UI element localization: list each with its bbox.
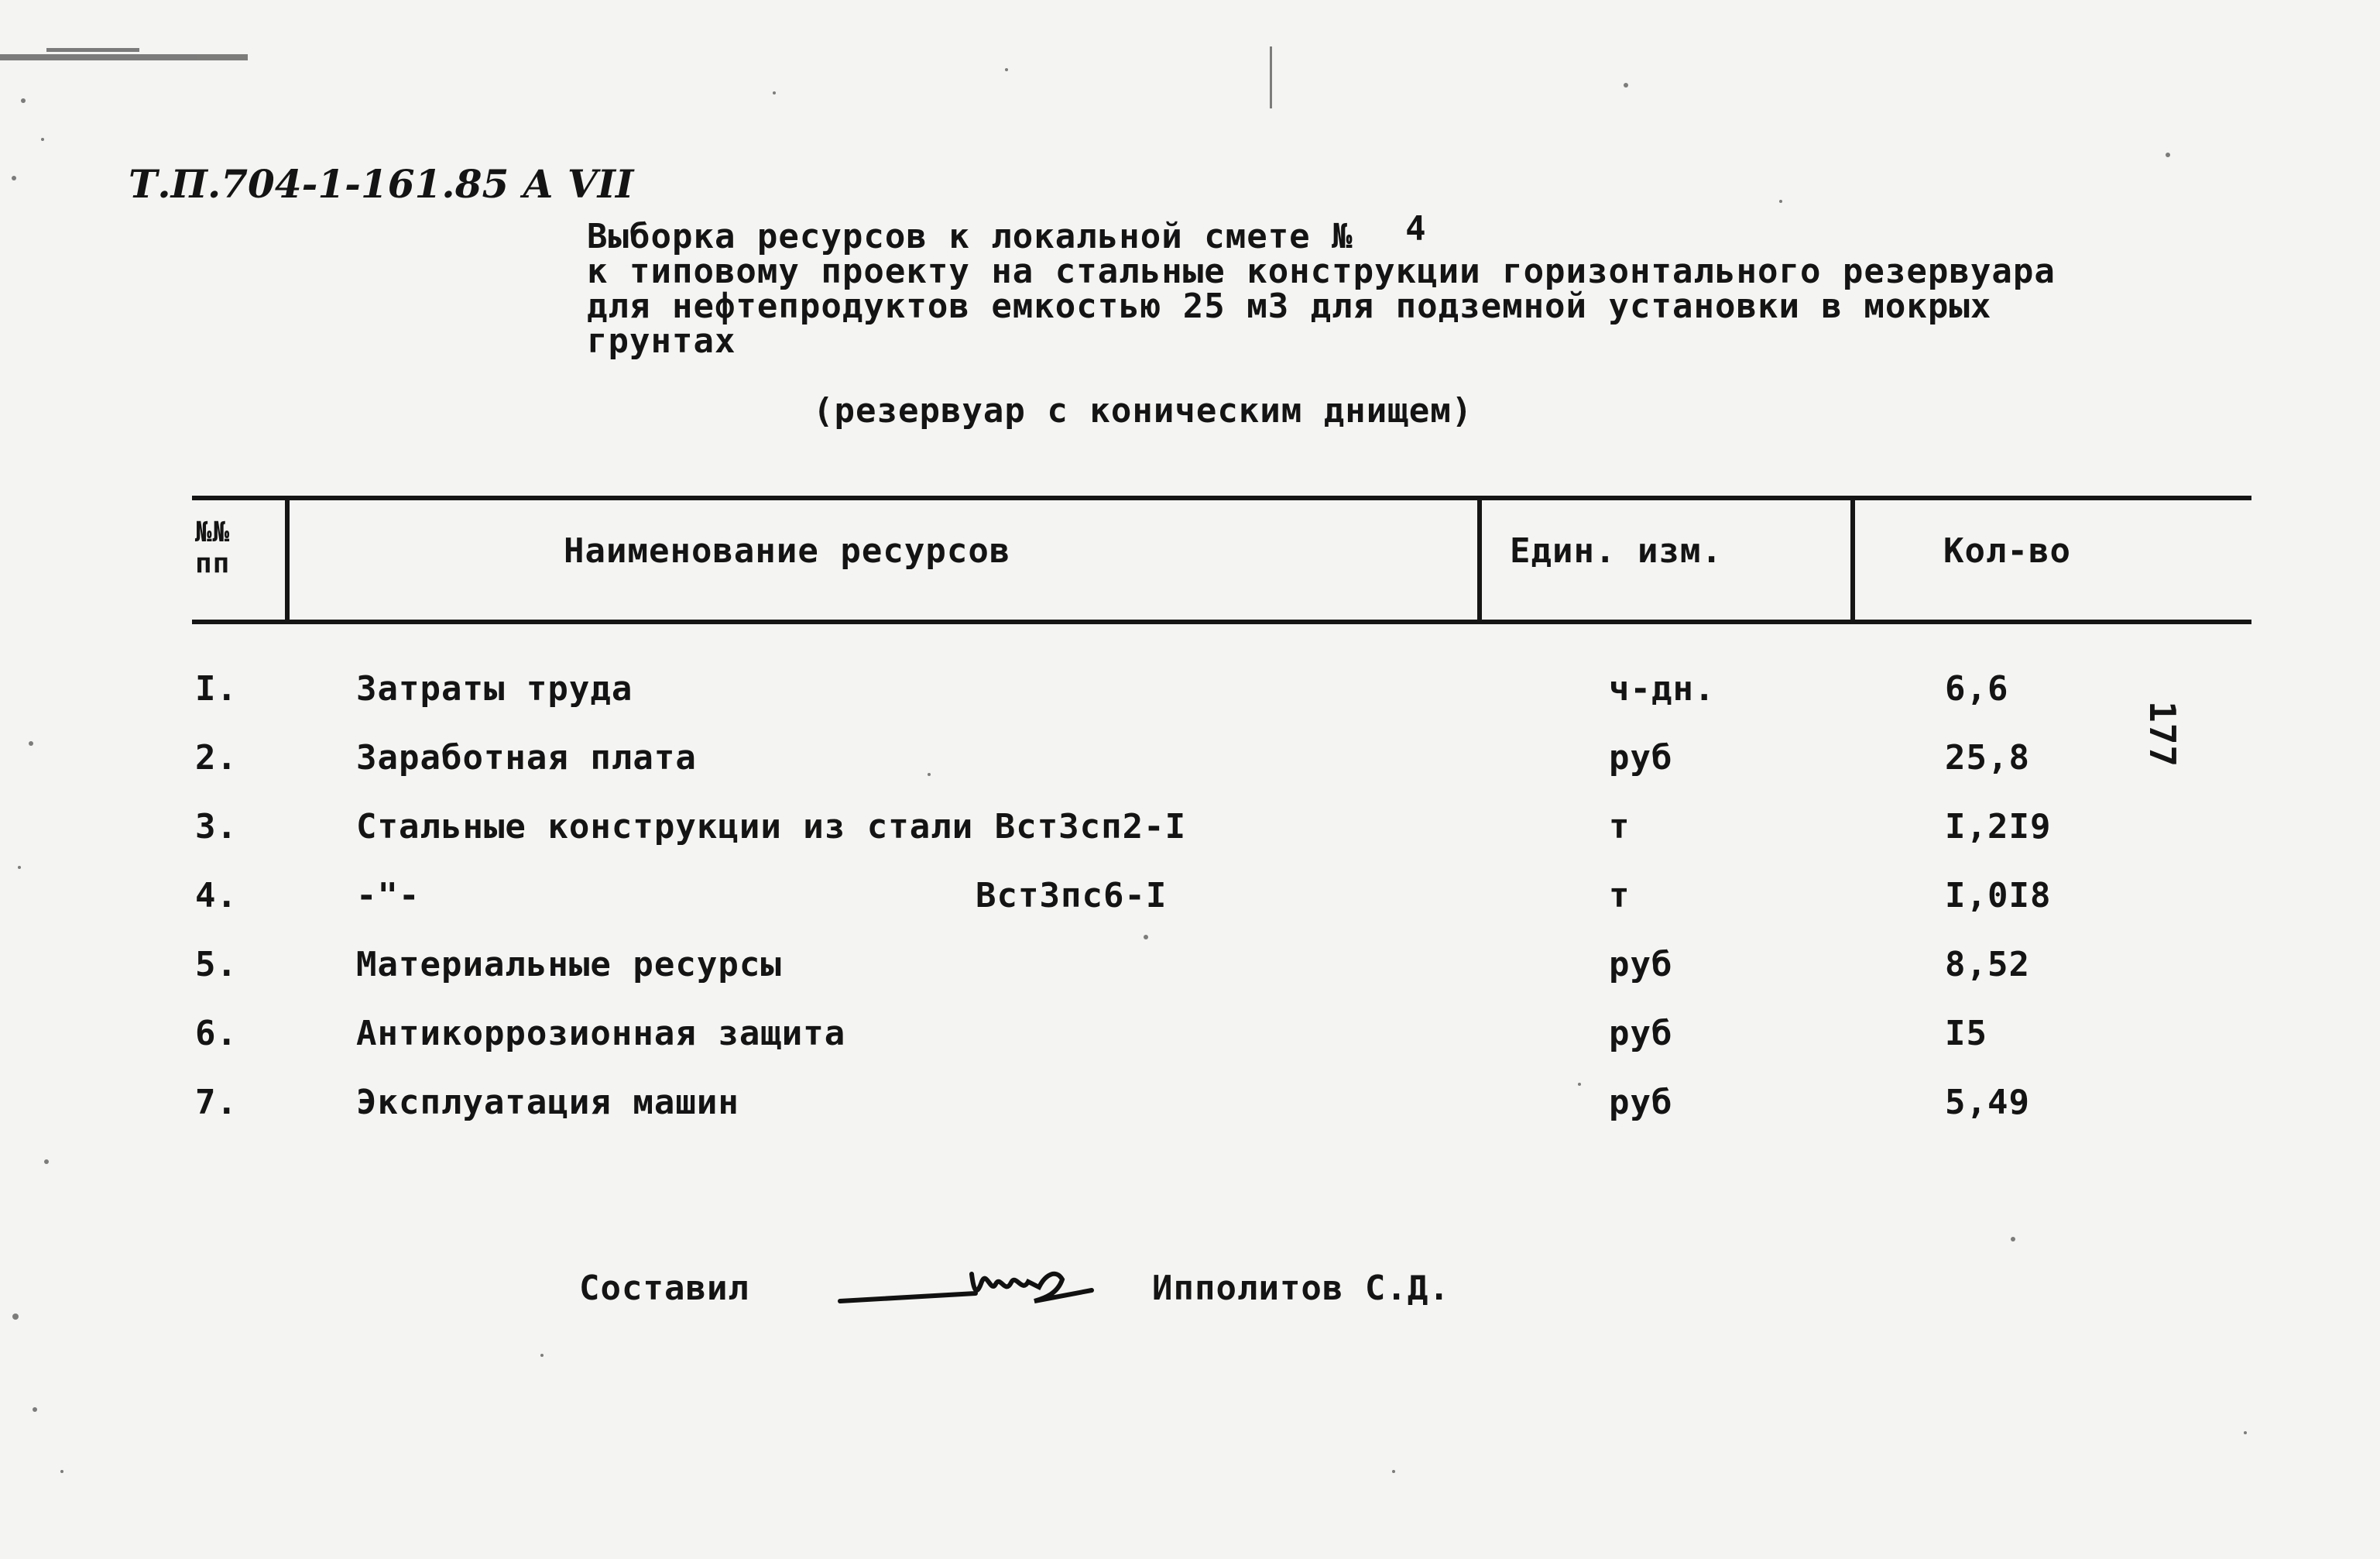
row-qty: 8,52 bbox=[1945, 945, 2030, 984]
subtitle: (резервуар с коническим днищем) bbox=[813, 391, 1473, 431]
title-line-4: грунтах bbox=[587, 321, 736, 361]
title-text: Выборка ресурсов к локальной смете № bbox=[587, 217, 1353, 256]
estimate-number: 4 bbox=[1405, 209, 1427, 249]
header-name: Наименование ресурсов bbox=[564, 531, 1011, 571]
title-line-3: для нефтепродуктов емкостью 25 м3 для подземной установки в мокрых bbox=[587, 287, 1992, 326]
table-top-rule bbox=[192, 496, 2251, 500]
row-unit: т bbox=[1609, 876, 1631, 915]
row-qty: I5 bbox=[1945, 1014, 1987, 1053]
row-num: 6. bbox=[195, 1014, 238, 1053]
row-name: Антикоррозионная защита bbox=[356, 1014, 846, 1053]
row-qty: I,0I8 bbox=[1945, 876, 2052, 915]
row-num: 2. bbox=[195, 738, 238, 778]
row-name: Затраты труда bbox=[356, 669, 633, 709]
row-name: Материальные ресурсы bbox=[356, 945, 782, 984]
row-name: Эксплуатация машин bbox=[356, 1083, 739, 1122]
page-number: 177 bbox=[2142, 701, 2183, 768]
column-divider bbox=[1850, 496, 1855, 624]
document-code: Т.П.704-1-161.85 А VII bbox=[129, 161, 634, 207]
row-num: 7. bbox=[195, 1083, 238, 1122]
row-qty: 25,8 bbox=[1945, 738, 2030, 778]
signer-name: Ипполитов С.Д. bbox=[1152, 1269, 1450, 1308]
row-num: 5. bbox=[195, 945, 238, 984]
row-name: Стальные конструкции из стали ВстЗсп2-I bbox=[356, 807, 1187, 846]
column-divider bbox=[1477, 496, 1482, 624]
row-qty: 6,6 bbox=[1945, 669, 2009, 709]
title-line-2: к типовому проекту на стальные конструкции горизонтального резервуара bbox=[587, 252, 2056, 291]
row-unit: руб bbox=[1609, 1014, 1673, 1053]
column-divider bbox=[285, 496, 290, 624]
table-header-rule bbox=[192, 620, 2251, 624]
row-num: 4. bbox=[195, 876, 238, 915]
row-qty: 5,49 bbox=[1945, 1083, 2030, 1122]
row-name-suffix: ВстЗпс6-I bbox=[976, 876, 1168, 915]
row-unit: руб bbox=[1609, 1083, 1673, 1122]
title-line-1 bbox=[587, 209, 1427, 256]
compiled-by-label: Составил bbox=[579, 1269, 749, 1308]
header-unit: Един. изм. bbox=[1510, 531, 1723, 571]
row-qty: I,2I9 bbox=[1945, 807, 2052, 846]
row-unit: т bbox=[1609, 807, 1631, 846]
row-unit: руб bbox=[1609, 738, 1673, 778]
signature-icon bbox=[836, 1239, 1099, 1324]
header-qty: Кол-во bbox=[1943, 531, 2071, 571]
row-unit: руб bbox=[1609, 945, 1673, 984]
row-name: -"- bbox=[356, 876, 420, 915]
header-num: №№ пп bbox=[195, 517, 231, 579]
row-name: Заработная плата bbox=[356, 738, 697, 778]
row-unit: ч-дн. bbox=[1609, 669, 1716, 709]
row-num: 3. bbox=[195, 807, 238, 846]
row-num: I. bbox=[195, 669, 238, 709]
